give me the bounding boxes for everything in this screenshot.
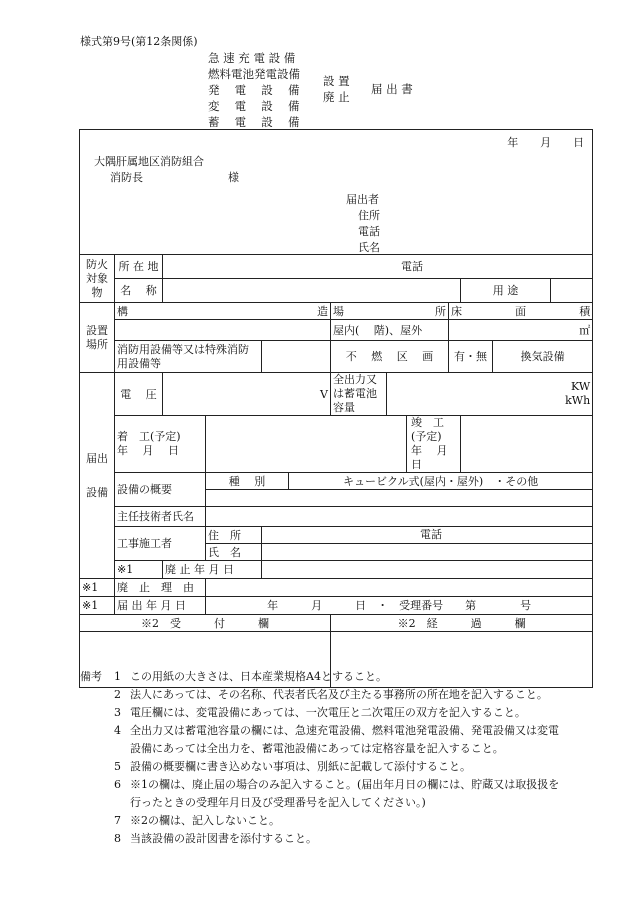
honorific: 様	[228, 171, 239, 184]
chief-engineer-label: 主任技術者氏名	[115, 507, 206, 527]
area-unit[interactable]: ㎡	[449, 320, 593, 341]
place-label-2: 所	[435, 304, 446, 318]
structure-label-2: 造	[317, 304, 328, 318]
name-label: 氏名	[358, 241, 380, 254]
contractor-phone-label: 電話	[420, 528, 442, 541]
start-field[interactable]	[206, 416, 407, 473]
note-item: 4 全出力又は蓄電池容量の欄には、急速充電設備、燃料電池発電設備、発電設備又は変電設備にあっては全出力を、蓄電池設備にあっては定格容量を記入すること。	[114, 724, 559, 755]
overview-field[interactable]	[206, 490, 593, 507]
start-date: 年 月 日	[117, 444, 179, 457]
notes-label: 備考	[80, 670, 102, 683]
output-label: 全出力又は蓄電池容量	[331, 373, 387, 416]
fireproof-label: 不 燃 区 画	[331, 341, 449, 373]
notes-section	[80, 668, 560, 848]
floor-label-3: 積	[579, 304, 591, 318]
abolition-mark: ※1	[80, 597, 115, 615]
indoor-outdoor[interactable]: 屋内( 階)、屋外	[331, 320, 449, 341]
note-item: 7 ※2の欄は、記入しないこと。	[114, 814, 280, 827]
finish-date: 年 月 日	[411, 444, 462, 471]
phone-label: 電話	[358, 225, 380, 238]
fire-equipment-field[interactable]	[262, 341, 331, 373]
use-label: 用 途	[461, 279, 551, 303]
title-notification: 届 出 書	[371, 82, 413, 96]
place-header	[331, 303, 449, 320]
note-item: 5 設備の概要欄に書き込めない事項は、別紙に記載して添付すること。	[114, 760, 471, 773]
abolition-reason-label: 廃 止 理 由	[115, 579, 206, 597]
contractor-address-field[interactable]	[262, 527, 593, 544]
target-phone-label: 電話	[401, 260, 423, 273]
contractor-name-field[interactable]	[262, 544, 593, 561]
structure-header	[115, 303, 331, 320]
header-box	[80, 130, 593, 255]
note-item: 3 電圧欄には、変電設備にあっては、一次電圧と二次電圧の双方を記入すること。	[114, 706, 526, 719]
progress-label: ※2 経 過 欄	[331, 615, 593, 632]
title-line: 変 電 設 備	[208, 99, 300, 113]
contractor-name-label: 氏 名	[206, 544, 262, 561]
voltage-unit[interactable]: V	[163, 373, 331, 416]
fire-equipment-label: 消防用設備等又は特殊消防用設備等	[115, 341, 262, 373]
output-field[interactable]	[387, 373, 593, 416]
ventilation-label: 換気設備	[493, 341, 593, 373]
notify-date-value[interactable]: 年 月 日 ・ 受理番号 第 号	[206, 597, 593, 615]
notifier-label: 届出者	[346, 193, 379, 206]
finish-cell[interactable]	[407, 416, 461, 473]
notify-date-label: 届 出 年 月 日	[115, 597, 206, 615]
kw-unit: KW	[571, 380, 591, 393]
notification-form-table	[79, 129, 593, 688]
title-install: 設 置	[323, 74, 350, 88]
title-line: 急 速 充 電 設 備	[208, 51, 296, 65]
note-item: 2 法人にあっては、その名称、代表者氏名及び主たる事務所の所在地を記入すること。	[114, 688, 548, 701]
recipient-org: 大隅肝属地区消防組合	[94, 155, 204, 168]
note-item: 8 当該設備の設計図書を添付すること。	[114, 832, 317, 845]
finish-field[interactable]	[461, 416, 593, 473]
recipient-title: 消防長	[110, 171, 143, 184]
abolition-date-label: 廃 止 年 月 日	[163, 561, 262, 579]
kind-value[interactable]: キュービクル式(屋内・屋外) ・その他	[289, 473, 593, 490]
location-label: 所 在 地	[115, 255, 163, 279]
structure-field[interactable]	[115, 320, 331, 341]
location-field[interactable]	[163, 255, 593, 279]
abolition-mark: ※1	[80, 579, 115, 597]
contractor-label: 工事施工者	[115, 527, 206, 561]
address-label: 住所	[358, 209, 380, 222]
receipt-label: ※2 受 付 欄	[80, 615, 331, 632]
place-label: 場	[333, 304, 344, 318]
form-number: 様式第9号(第12条関係)	[80, 35, 198, 48]
kwh-unit: kWh	[565, 394, 591, 407]
use-field[interactable]	[551, 279, 593, 303]
floor-label-2: 面	[515, 304, 527, 318]
target-name-label: 名 称	[115, 279, 163, 303]
structure-label: 構	[117, 304, 128, 318]
note-item: 1 この用紙の大きさは、日本産業規格A4とすること。	[114, 670, 387, 683]
start-cell[interactable]	[115, 416, 206, 473]
floor-label: 床	[451, 304, 462, 318]
note-item: 6 ※1の欄は、廃止届の場合のみ記入すること。(届出年月日の欄には、貯蔵又は取扱扱を行ったときの受理年月日及び受理番号を記入してください。)	[114, 778, 560, 809]
floor-area-header	[449, 303, 593, 320]
finish-label: 竣 工(予定)	[411, 416, 444, 443]
target-group-label: 防火対象物	[80, 255, 115, 303]
title-line: 燃料電池発電設備	[208, 67, 300, 81]
site-group-label: 設置場所	[80, 303, 115, 373]
abolition-reason-field[interactable]	[206, 579, 593, 597]
target-name-field[interactable]	[163, 279, 461, 303]
contractor-address-label: 住 所	[206, 527, 262, 544]
overview-label: 設備の概要	[115, 473, 206, 507]
kind-label: 種 別	[206, 473, 289, 490]
abolition-mark: ※1	[115, 561, 163, 579]
title-line: 発 電 設 備	[208, 83, 300, 97]
title-line: 蓄 電 設 備	[208, 115, 300, 129]
abolition-date-field[interactable]	[262, 561, 593, 579]
equipment-group-label: 届出設備	[80, 373, 115, 579]
voltage-label: 電 圧	[115, 373, 163, 416]
chief-engineer-field[interactable]	[206, 507, 593, 527]
title-abolish: 廃 止	[323, 90, 350, 104]
submission-date[interactable]: 年 月 日	[507, 136, 585, 149]
fireproof-yes-no[interactable]: 有・無	[449, 341, 493, 373]
start-label: 着 工(予定)	[117, 430, 181, 443]
